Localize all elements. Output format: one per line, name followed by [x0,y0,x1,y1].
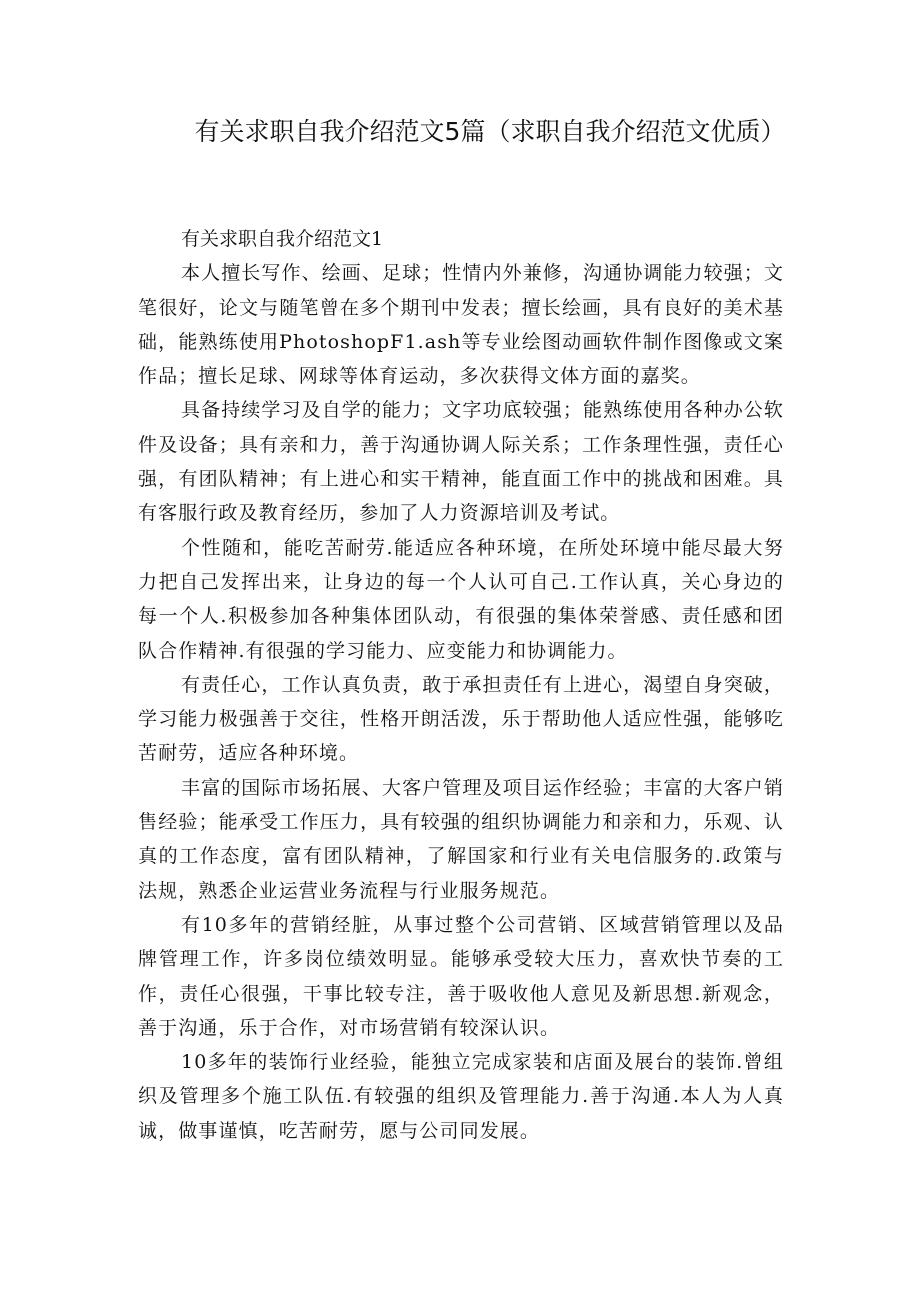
paragraph-personality: 个性随和，能吃苦耐劳.能适应各种环境，在所处环境中能尽最大努力把自己发挥出来，让身边的每一个人认可自己.工作认真，关心身边的每一个人.积极参加各种集体团队动，有很强的集体荣誉感、责任感和团队合作精神.有很强的学习能力、应变能力和协调能力。 [138,536,784,662]
document-title: 有关求职自我介绍范文5篇（求职自我介绍范文优质） [194,117,786,146]
document-body [138,222,784,1148]
paragraph-skills: 本人擅长写作、绘画、足球；性情内外兼修，沟通协调能力较强；文笔很好，论文与随笔曾在多个期刊中发表；擅长绘画，具有良好的美术基础，能熟练使用PhotoshopF1.ash等专业绘图动画软件制作图像或文案作品；擅长足球、网球等体育运动，多次获得文体方面的嘉奖。 [138,262,785,388]
paragraph-decoration-experience: 10多年的装饰行业经验，能独立完成家装和店面及展台的装饰.曾组织及管理多个施工队伍.有较强的组织及管理能力.善于沟通.本人为人真诚，做事谨慎，吃苦耐劳，愿与公司同发展。 [138,1051,784,1142]
paragraph-market-experience: 丰富的国际市场拓展、大客户管理及项目运作经验；丰富的大客户销售经验；能承受工作压力，具有较强的组织协调能力和亲和力，乐观、认真的工作态度，富有团队精神，了解国家和行业有关电信服务的.政策与法规，熟悉企业运营业务流程与行业服务规范。 [138,776,785,902]
paragraph-learning-ability: 具备持续学习及自学的能力；文字功底较强；能熟练使用各种办公软件及设备；具有亲和力，善于沟通协调人际关系；工作条理性强，责任心强，有团队精神；有上进心和实干精神，能直面工作中的挑战和困难。具有客服行政及教育经历，参加了人力资源培训及考试。 [138,399,785,525]
section-heading: 有关求职自我介绍范文1 [181,228,384,250]
paragraph-marketing-experience: 有10多年的营销经脏，从事过整个公司营销、区域营销管理以及品牌管理工作，许多岗位绩效明显。能够承受较大压力，喜欢快节奏的工作，责任心很强，干事比较专注，善于吸收他人意见及新思想.新观念，善于沟通，乐于合作，对市场营销有较深认识。 [138,913,784,1039]
paragraph-responsibility: 有责任心，工作认真负责，敢于承担责任有上进心，渴望自身突破，学习能力极强善于交往，性格开朗活泼，乐于帮助他人适应性强，能够吃苦耐劳，适应各种环境。 [138,673,785,765]
